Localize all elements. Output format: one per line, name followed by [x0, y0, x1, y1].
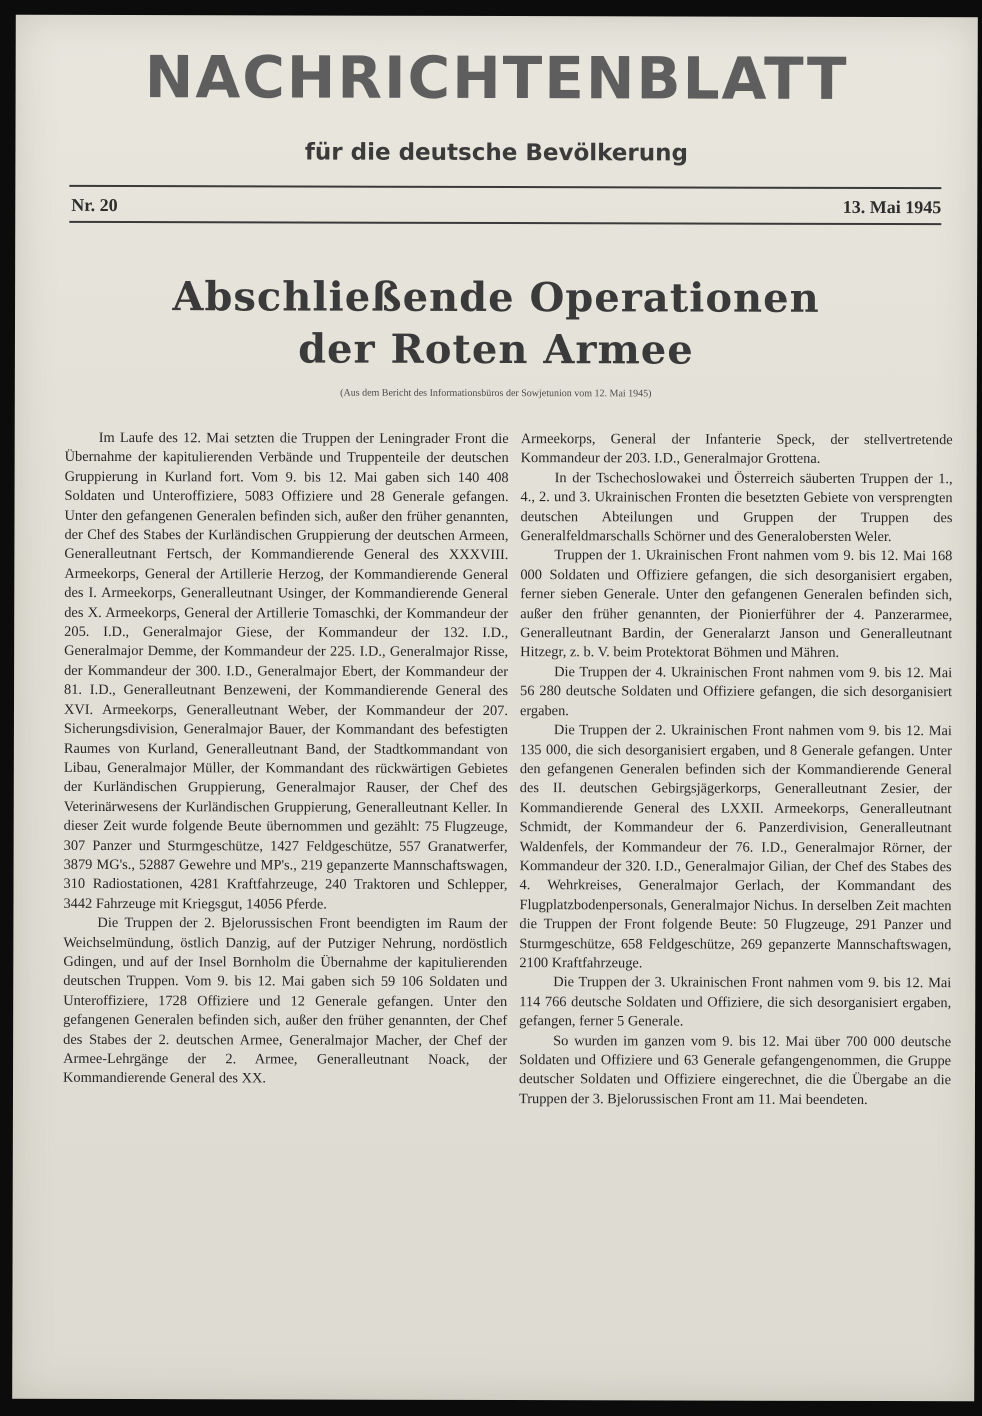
article-column-right — [519, 430, 953, 1110]
paragraph: Im Laufe des 12. Mai setzten die Truppen der Leningrader Front die Übernahme der kapitulierenden Verbände und Truppenteile der deutschen Gruppierung in Kurland fort. Vom 9. bis 12. Mai gaben sich 140 408 Soldaten und Unteroffiziere, 5083 Offiziere und 28 Generale gefangen. Unter den gefangenen Generalen befinden sich, außer den früher genannten, der Chef des Stabes der Kurländischen Gruppierung der deutschen Armeen, Generalleutnant Fertsch, der Kommandierende General des XXXVIII. Armeekorps, General der Artillerie Herzog, der Kommandierende General des I. Armeekorps, Generalleutnant Usinger, der Kommandierende General des X. Armeekorps, General der Artillerie Tomaschki, der Kommandeur der 205. I.D., Generalmajor Giese, der Kommandeur der 132. I.D., Generalmajor Demme, der Kommandeur der 225. I.D., Generalmajor Risse, der Kommandeur der 300. I.D., Generalmajor Ebert, der Kommandeur der 81. I.D., Generalleutnant Benzeweni, der Kommandierende General des XVI. Armeekorps, Generalleutnant Weber, der Kommandeur der 207. Sicherungsdivision, Generalmajor Bauer, der Kommandant des befestigten Raumes von Kurland, Generalleutnant Band, der Stadtkommandant von Libau, Generalmajor Müller, der Kommandant des rückwärtigen Gebietes der Kurländischen Gruppierung, Generalmajor Rauser, der Chef des Veterinärwesens der Kurländischen Gruppierung, Generalleutnant Keller. In dieser Zeit wurde folgende Beute übernommen und gezählt: 75 Flugzeuge, 307 Panzer und Sturmgeschütze, 1427 Feldgeschütze, 557 Granatwerfer, 3879 MG's., 52887 Gewehre und MP's., 219 gepanzerte Mannschaftswagen, 310 Radiostationen, 4281 Kraftfahrzeuge, 240 Traktoren und Schlepper, 3442 Fahrzeuge mit Kriegsgut, 14056 Pferde. — [63, 429, 509, 913]
paragraph: In der Tschechoslowakei und Österreich säuberten Truppen der 1., 4., 2. und 3. Ukrainischen Fronten die besetzten Gebiete von versprengten deutschen Abteilungen und Gruppen der Truppen des Generalfeldmarschalls Schörner und des Generalobersten Weler. — [520, 469, 953, 546]
headline-line-1: Abschließende Operationen — [172, 273, 820, 322]
paragraph: Armeekorps, General der Infanterie Speck, der stellvertretende Kommandeur der 203. I.D., Generalmajor Grottena. — [520, 431, 953, 468]
issue-date: 13. Mai 1945 — [842, 196, 942, 218]
article-column-left — [63, 429, 509, 1090]
masthead-title: NACHRICHTENBLATT — [144, 43, 849, 113]
paragraph: Die Truppen der 3. Ukrainischen Front nahmen vom 9. bis 12. Mai 114 766 deutsche Soldaten und Offiziere, die sich desorganisiert ergaben, gefangen, ferner 5 Generale. — [519, 974, 952, 1030]
paragraph: Die Truppen der 2. Bjelorussischen Front beendigten im Raum der Weichselmündung, östlich Danzig, auf der Putziger Nehrung, nordöstlich Gdingen, und auf der Insel Bornholm die Übernahme der kapitulierenden deutschen Truppen. Vom 9. bis 12. Mai gaben sich 59 106 Soldaten und Unteroffiziere, 1728 Offiziere und 12 Generale gefangen. Unter den gefangenen Generalen befinden sich, außer den früher genannten, der Chef des Stabes der 2. deutschen Armee, Generalmajor Macher, der Chef der Armee-Lehrgänge der 2. Armee, Generalleutnant Noack, der Kommandierende General des XX. — [63, 915, 508, 1087]
masthead-subtitle: für die deutsche Bevölkerung — [304, 139, 689, 167]
bottom-rule — [69, 221, 941, 225]
headline-line-2: der Roten Armee — [298, 325, 694, 374]
top-rule — [69, 185, 941, 189]
paragraph: Die Truppen der 4. Ukrainischen Front nahmen vom 9. bis 12. Mai 56 280 deutsche Soldaten und Offiziere gefangen, die sich desorganisiert ergaben. — [519, 664, 953, 719]
issue-row — [71, 194, 942, 218]
newspaper-page — [12, 15, 978, 1402]
paragraph: Truppen der 1. Ukrainischen Front nahmen vom 9. bis 12. Mai 168 000 Soldaten und Offiziere gefangen, die sich desorganisiert ergaben, ferner sieben Generale. Unter den gefangenen Generalen befinden sich, außer den früher genannten, der Pionierführer der 4. Panzerarmee, Generalleutnant Bardin, der Generalarzt Janson und Generalleutnant Hitzegr, z. b. V. beim Protektorat Böhmen und Mähren. — [520, 547, 953, 662]
article-source: (Aus dem Bericht des Informationsbüros der Sowjetunion vom 12. Mai 1945) — [340, 387, 652, 400]
issue-number: Nr. 20 — [71, 194, 118, 216]
paragraph: Die Truppen der 2. Ukrainischen Front nahmen vom 9. bis 12. Mai 135 000, die sich desorganisiert ergaben, und 8 Generale gefangen. Unter den gefangenen Generalen befinden sich der Kommandierende General des II. deutschen Gebirgsjägerkorps, Generalleutnant Zesier, der Kommandierende General des LXXII. Armeekorps, Generalleutnant Schmidt, der Kommandeur der 6. Panzerdivision, Generalleutnant Waldenfels, der Kommandeur der 76. I.D., Generalmajor Rörner, der Kommandeur der 320. I.D., Generalmajor Gilian, der Chef des Stabes des 4. Wehrkreises, Generalmajor Gerlach, der Kommandant des Flugplatzbodenpersonals, Generalmajor Nichus. In derselben Zeit machten die Truppen der Front folgende Beute: 50 Flugzeuge, 291 Panzer und Sturmgeschütze, 658 Feldgeschütze, 269 gepanzerte Mannschaftswagen, 2100 Kraftfahrzeuge. — [519, 722, 952, 972]
article-headline — [15, 271, 977, 378]
paragraph: So wurden im ganzen vom 9. bis 12. Mai über 700 000 deutsche Soldaten und Offiziere und 63 Generale gefangengenommen, die Gruppe deutscher Soldaten und Offiziere eingerechnet, die die Übergabe an die Truppen der 3. Bjelorussischen Front am 11. Mai beendeten. — [518, 1032, 952, 1108]
